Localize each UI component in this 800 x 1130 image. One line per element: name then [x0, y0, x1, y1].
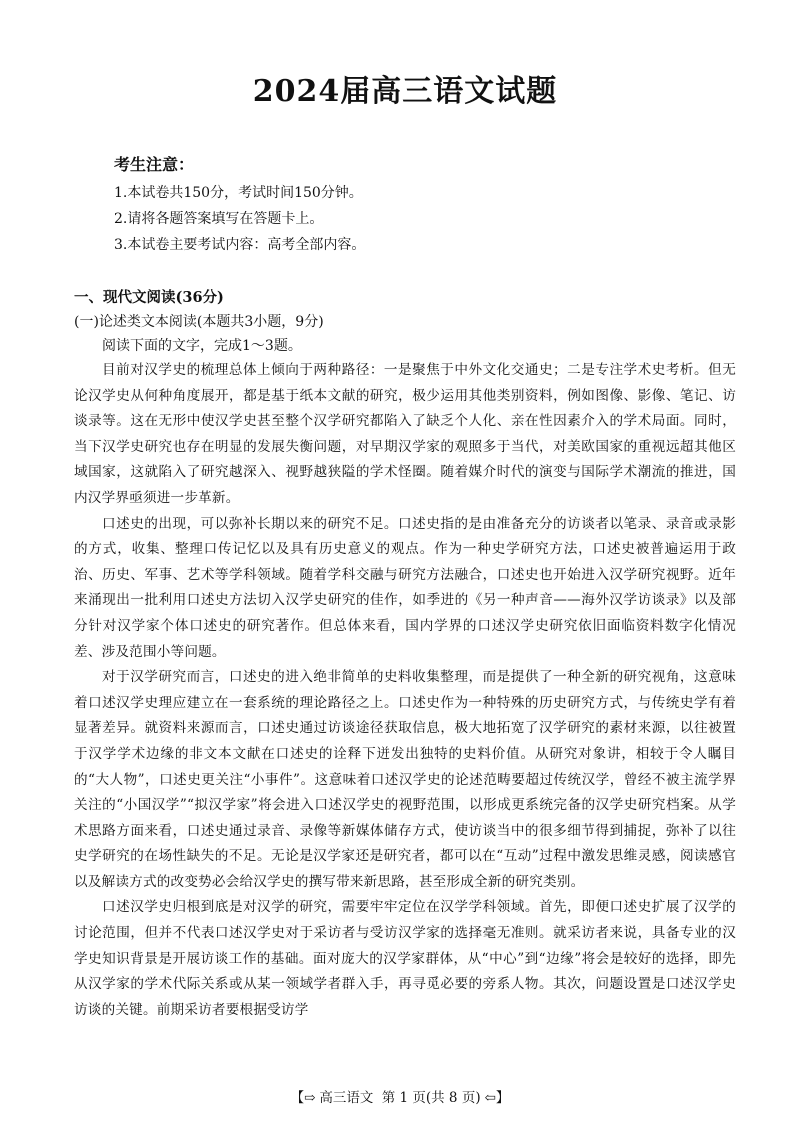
notice-item: 1.本试卷共150分，考试时间150分钟。	[114, 185, 363, 201]
page-title: 2024届高三语文试题	[252, 74, 558, 109]
footer-page-info: 第 1 页(共 8 页)	[381, 1090, 481, 1106]
candidate-notice	[74, 152, 736, 258]
passage-paragraph: 口述史的出现，可以弥补长期以来的研究不足。口述史指的是由准备充分的访谈者以笔录、录音或录影的方式，收集、整理口传记忆以及具有历史意义的观点。作为一种史学研究方法，口述史被普遍运用于政治、历史、军事、艺术等学科领域。随着学科交融与研究方法融合，口述史也开始进入汉学研究视野。近年来涌现出一批利用口述史方法切入汉学史研究的佳作，如季进的《另一种声音——海外汉学访谈录》以及部分针对汉学家个体口述史的研究著作。但总体来看，国内学界的口述汉学史研究依旧面临资料数字化情况差、涉及范围小等问题。	[74, 515, 736, 660]
notice-item: 2.请将各题答案填写在答题卡上。	[114, 211, 324, 227]
subsection-heading: (一)论述类文本阅读(本题共3小题，9分)	[74, 314, 324, 330]
passage-paragraph: 对于汉学研究而言，口述史的进入绝非简单的史料收集整理，而是提供了一种全新的研究视角，这意味着口述汉学史理应建立在一套系统的理论路径之上。口述史作为一种特殊的历史研究方式，与传统史学有着显著差异。就资料来源而言，口述史通过访谈途径获取信息，极大地拓宽了汉学研究的素材来源，以往被置于汉学学术边缘的非文本文献在口述史的诠释下迸发出独特的史料价值。从研究对象讲，相较于令人瞩目的“大人物”，口述史更关注“小事件”。这意味着口述汉学史的论述范畴要超过传统汉学，曾经不被主流学界关注的“小国汉学”“拟汉学家”将会进入口述汉学史的视野范围，以形成更系统完备的汉学史研究档案。从学术思路方面来看，口述史通过录音、录像等新媒体储存方式，使访谈当中的很多细节得到捕捉，弥补了以往史学研究的在场性缺失的不足。无论是汉学家还是研究者，都可以在“互动”过程中激发思维灵感，阅读感官以及解读方式的改变势必会给汉学史的撰写带来新思路，甚至形成全新的研究类别。	[74, 669, 736, 890]
section-heading: 一、现代文阅读(36分)	[74, 289, 224, 306]
reading-passage	[74, 358, 736, 1023]
passage-paragraph: 目前对汉学史的梳理总体上倾向于两种路径：一是聚焦于中外文化交通史；二是专注学术史考析。但无论汉学史从何种角度展开，都是基于纸本文献的研究，极少运用其他类别资料，例如图像、影像、笔记、访谈录等。这在无形中使汉学史甚至整个汉学研究都陷入了缺乏个人化、亲在性因素介入的学术局面。同时，当下汉学史研究也存在明显的发展失衡问题，对早期汉学家的观照多于当代，对美欧国家的重视远超其他区域国家，这就陷入了研究越深入、视野越狭隘的学术怪圈。随着媒介时代的演变与国际学术潮流的推进，国内汉学界亟须进一步革新。	[74, 362, 736, 506]
notice-heading: 考生注意：	[114, 155, 195, 174]
footer-right-mark: ⇦】	[484, 1090, 510, 1106]
footer-subject: 高三语文	[319, 1090, 374, 1106]
passage-paragraph: 口述汉学史归根到底是对汉学的研究，需要牢牢定位在汉学学科领域。首先，即便口述史扩展了汉学的讨论范围，但并不代表口述汉学史对于采访者与受访汉学家的选择毫无准则。就采访者来说，具备专业的汉学史知识背景是开展访谈工作的基础。面对庞大的汉学家群体，从“中心”到“边缘”将会是较好的选择，即先从汉学家的学术代际关系或从某一领域学者群入手，再寻觅必要的旁系人物。其次，问题设置是口述汉学史访谈的关键。前期采访者要根据受访学	[74, 899, 736, 1018]
footer-left-mark: 【⇨	[290, 1090, 316, 1106]
reading-instruction: 阅读下面的文字，完成1～3题。	[102, 338, 302, 354]
page-footer	[0, 1088, 800, 1108]
section-modern-reading	[74, 286, 736, 1023]
notice-item: 3.本试卷主要考试内容：高考全部内容。	[114, 237, 366, 253]
